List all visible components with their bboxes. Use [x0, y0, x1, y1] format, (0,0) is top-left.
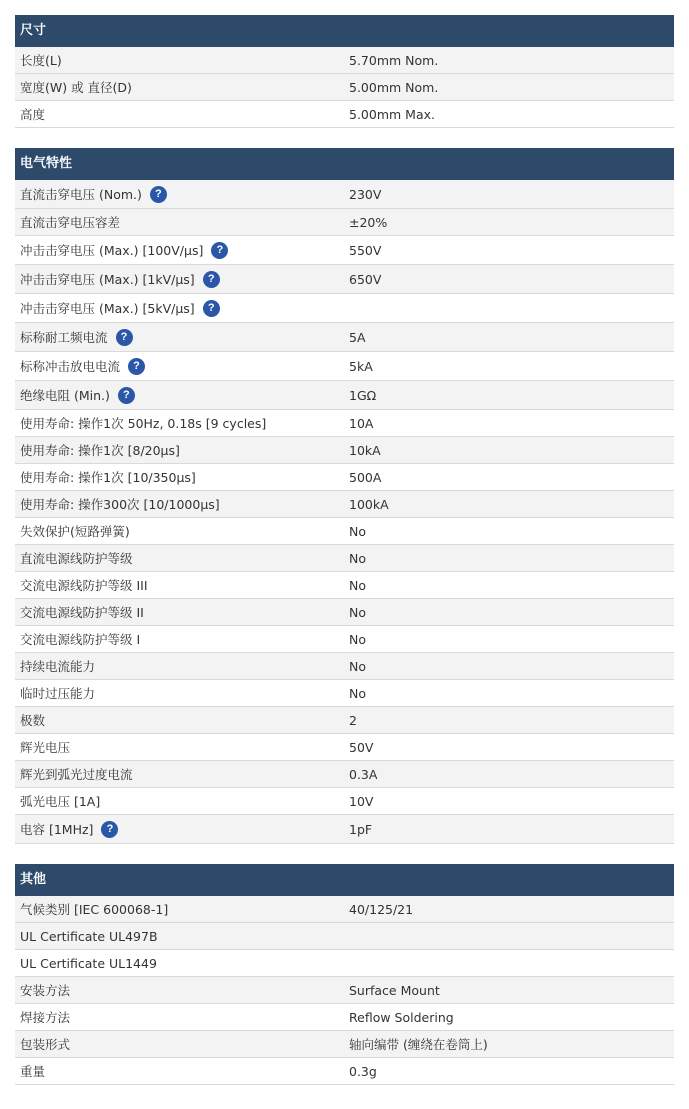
- spec-label-cell: [15, 603, 349, 621]
- spec-row: [15, 294, 674, 323]
- spec-label: 弧光电压 [1A]: [20, 794, 101, 809]
- spec-label-cell: [15, 299, 349, 317]
- spec-label-cell: [15, 630, 349, 648]
- spec-row: [15, 265, 674, 294]
- spec-label-cell: [15, 105, 349, 123]
- spec-value: No: [349, 604, 366, 620]
- spec-value: 5kA: [349, 358, 373, 374]
- spec-label: 冲击击穿电压 (Max.) [100V/µs]: [20, 243, 204, 258]
- spec-label: 直流电源线防护等级: [20, 551, 133, 566]
- section-title: 其他: [15, 864, 674, 896]
- spec-value: 10kA: [349, 442, 381, 458]
- spec-row: [15, 352, 674, 381]
- spec-row: [15, 1031, 674, 1058]
- spec-value: Reflow Soldering: [349, 1009, 454, 1025]
- section-rows: [15, 47, 674, 128]
- spec-label-cell: [15, 1035, 349, 1053]
- spec-row: [15, 788, 674, 815]
- spec-value: 500A: [349, 469, 382, 485]
- spec-row: [15, 680, 674, 707]
- spec-row: [15, 47, 674, 74]
- spec-value: 10A: [349, 415, 374, 431]
- spec-row: [15, 1004, 674, 1031]
- section-rows: [15, 180, 674, 844]
- spec-row: [15, 761, 674, 788]
- spec-label-cell: [15, 576, 349, 594]
- spec-label-cell: [15, 270, 349, 288]
- spec-row: [15, 209, 674, 236]
- spec-value: No: [349, 550, 366, 566]
- spec-label: 交流电源线防护等级 II: [20, 605, 144, 620]
- spec-label: 辉光到弧光过度电流: [20, 767, 133, 782]
- spec-row: [15, 323, 674, 352]
- spec-label: 长度(L): [20, 53, 62, 68]
- spec-label-cell: [15, 738, 349, 756]
- spec-value: 10V: [349, 793, 374, 809]
- spec-row: [15, 923, 674, 950]
- help-icon[interactable]: ?: [203, 271, 220, 288]
- spec-label-cell: [15, 522, 349, 540]
- spec-label: 标称冲击放电电流: [20, 359, 121, 374]
- spec-row: [15, 464, 674, 491]
- spec-row: [15, 437, 674, 464]
- spec-value: No: [349, 685, 366, 701]
- section-other: [15, 864, 674, 1085]
- spec-value: 40/125/21: [349, 901, 414, 917]
- spec-value: 0.3g: [349, 1063, 377, 1079]
- spec-value: 1pF: [349, 821, 373, 837]
- help-icon[interactable]: ?: [150, 186, 167, 203]
- spec-row: [15, 101, 674, 128]
- spec-label: 交流电源线防护等级 I: [20, 632, 141, 647]
- spec-value: 0.3A: [349, 766, 378, 782]
- spec-row: [15, 707, 674, 734]
- spec-value: 5.70mm Nom.: [349, 52, 439, 68]
- spec-row: [15, 599, 674, 626]
- help-icon[interactable]: ?: [203, 300, 220, 317]
- spec-value: 5.00mm Max.: [349, 106, 435, 122]
- spec-label-cell: [15, 711, 349, 729]
- spec-label: 宽度(W) 或 直径(D): [20, 80, 132, 95]
- spec-row: [15, 491, 674, 518]
- spec-value: No: [349, 631, 366, 647]
- spec-label: UL Certificate UL497B: [20, 928, 158, 944]
- section-rows: [15, 896, 674, 1085]
- spec-label: 使用寿命: 操作1次 50Hz, 0.18s [9 cycles]: [20, 416, 267, 431]
- spec-value: 230V: [349, 186, 382, 202]
- spec-value: 650V: [349, 271, 382, 287]
- spec-label-cell: [15, 549, 349, 567]
- spec-value: 5A: [349, 329, 366, 345]
- spec-label-cell: [15, 1062, 349, 1080]
- spec-row: [15, 545, 674, 572]
- spec-label: 电容 [1MHz]: [20, 822, 94, 837]
- spec-value: ±20%: [349, 214, 388, 230]
- spec-label-cell: [15, 956, 349, 971]
- spec-label: 使用寿命: 操作1次 [10/350µs]: [20, 470, 196, 485]
- spec-label-cell: [15, 820, 349, 838]
- spec-label: 持续电流能力: [20, 659, 96, 674]
- spec-label-cell: [15, 386, 349, 404]
- spec-row: [15, 815, 674, 844]
- spec-label-cell: [15, 414, 349, 432]
- spec-value: 550V: [349, 242, 382, 258]
- spec-label-cell: [15, 929, 349, 944]
- spec-value: No: [349, 658, 366, 674]
- spec-label: 直流击穿电压 (Nom.): [20, 187, 142, 202]
- spec-table: [15, 15, 674, 1085]
- spec-label-cell: [15, 78, 349, 96]
- spec-label-cell: [15, 495, 349, 513]
- spec-label-cell: [15, 357, 349, 375]
- spec-label: 交流电源线防护等级 III: [20, 578, 148, 593]
- spec-label: 安装方法: [20, 983, 71, 998]
- spec-row: [15, 74, 674, 101]
- spec-label: 临时过压能力: [20, 686, 96, 701]
- section-title: 电气特性: [15, 148, 674, 180]
- spec-value: Surface Mount: [349, 982, 440, 998]
- spec-value: 5.00mm Nom.: [349, 79, 439, 95]
- spec-label-cell: [15, 657, 349, 675]
- spec-label-cell: [15, 51, 349, 69]
- spec-value: 轴向编带 (缠绕在卷筒上): [349, 1037, 488, 1052]
- spec-label-cell: [15, 241, 349, 259]
- spec-label-cell: [15, 792, 349, 810]
- spec-label-cell: [15, 213, 349, 231]
- spec-label-cell: [15, 185, 349, 203]
- spec-label: UL Certificate UL1449: [20, 955, 157, 971]
- spec-row: [15, 518, 674, 545]
- spec-row: [15, 410, 674, 437]
- spec-label-cell: [15, 765, 349, 783]
- spec-row: [15, 1058, 674, 1085]
- section-dimensions: [15, 15, 674, 128]
- spec-label: 失效保护(短路弹簧): [20, 524, 130, 539]
- spec-label: 绝缘电阻 (Min.): [20, 388, 110, 403]
- spec-label-cell: [15, 684, 349, 702]
- spec-value: 2: [349, 712, 357, 728]
- spec-row: [15, 572, 674, 599]
- spec-value: 1GΩ: [349, 387, 377, 403]
- spec-label: 直流击穿电压容差: [20, 215, 121, 230]
- spec-label: 冲击击穿电压 (Max.) [5kV/µs]: [20, 301, 195, 316]
- spec-row: [15, 381, 674, 410]
- help-icon[interactable]: ?: [128, 358, 145, 375]
- spec-row: [15, 896, 674, 923]
- spec-row: [15, 180, 674, 209]
- spec-label: 标称耐工频电流: [20, 330, 108, 345]
- spec-row: [15, 977, 674, 1004]
- spec-label: 使用寿命: 操作1次 [8/20µs]: [20, 443, 180, 458]
- spec-label-cell: [15, 328, 349, 346]
- section-electrical: [15, 148, 674, 844]
- spec-label: 包装形式: [20, 1037, 71, 1052]
- spec-label-cell: [15, 900, 349, 918]
- spec-row: [15, 653, 674, 680]
- spec-value: 50V: [349, 739, 374, 755]
- spec-label: 气候类别 [IEC 600068-1]: [20, 902, 169, 917]
- spec-label: 高度: [20, 107, 46, 122]
- spec-label: 辉光电压: [20, 740, 71, 755]
- spec-label: 使用寿命: 操作300次 [10/1000µs]: [20, 497, 220, 512]
- section-title: 尺寸: [15, 15, 674, 47]
- help-icon[interactable]: ?: [118, 387, 135, 404]
- spec-value: No: [349, 523, 366, 539]
- spec-label: 焊接方法: [20, 1010, 71, 1025]
- spec-label: 重量: [20, 1064, 46, 1079]
- spec-value: 100kA: [349, 496, 389, 512]
- spec-row: [15, 626, 674, 653]
- spec-row: [15, 950, 674, 977]
- help-icon[interactable]: ?: [101, 821, 118, 838]
- spec-label: 极数: [20, 713, 46, 728]
- spec-value: No: [349, 577, 366, 593]
- spec-label: 冲击击穿电压 (Max.) [1kV/µs]: [20, 272, 195, 287]
- spec-row: [15, 734, 674, 761]
- spec-label-cell: [15, 468, 349, 486]
- spec-label-cell: [15, 981, 349, 999]
- spec-row: [15, 236, 674, 265]
- spec-label-cell: [15, 441, 349, 459]
- spec-label-cell: [15, 1008, 349, 1026]
- help-icon[interactable]: ?: [116, 329, 133, 346]
- help-icon[interactable]: ?: [211, 242, 228, 259]
